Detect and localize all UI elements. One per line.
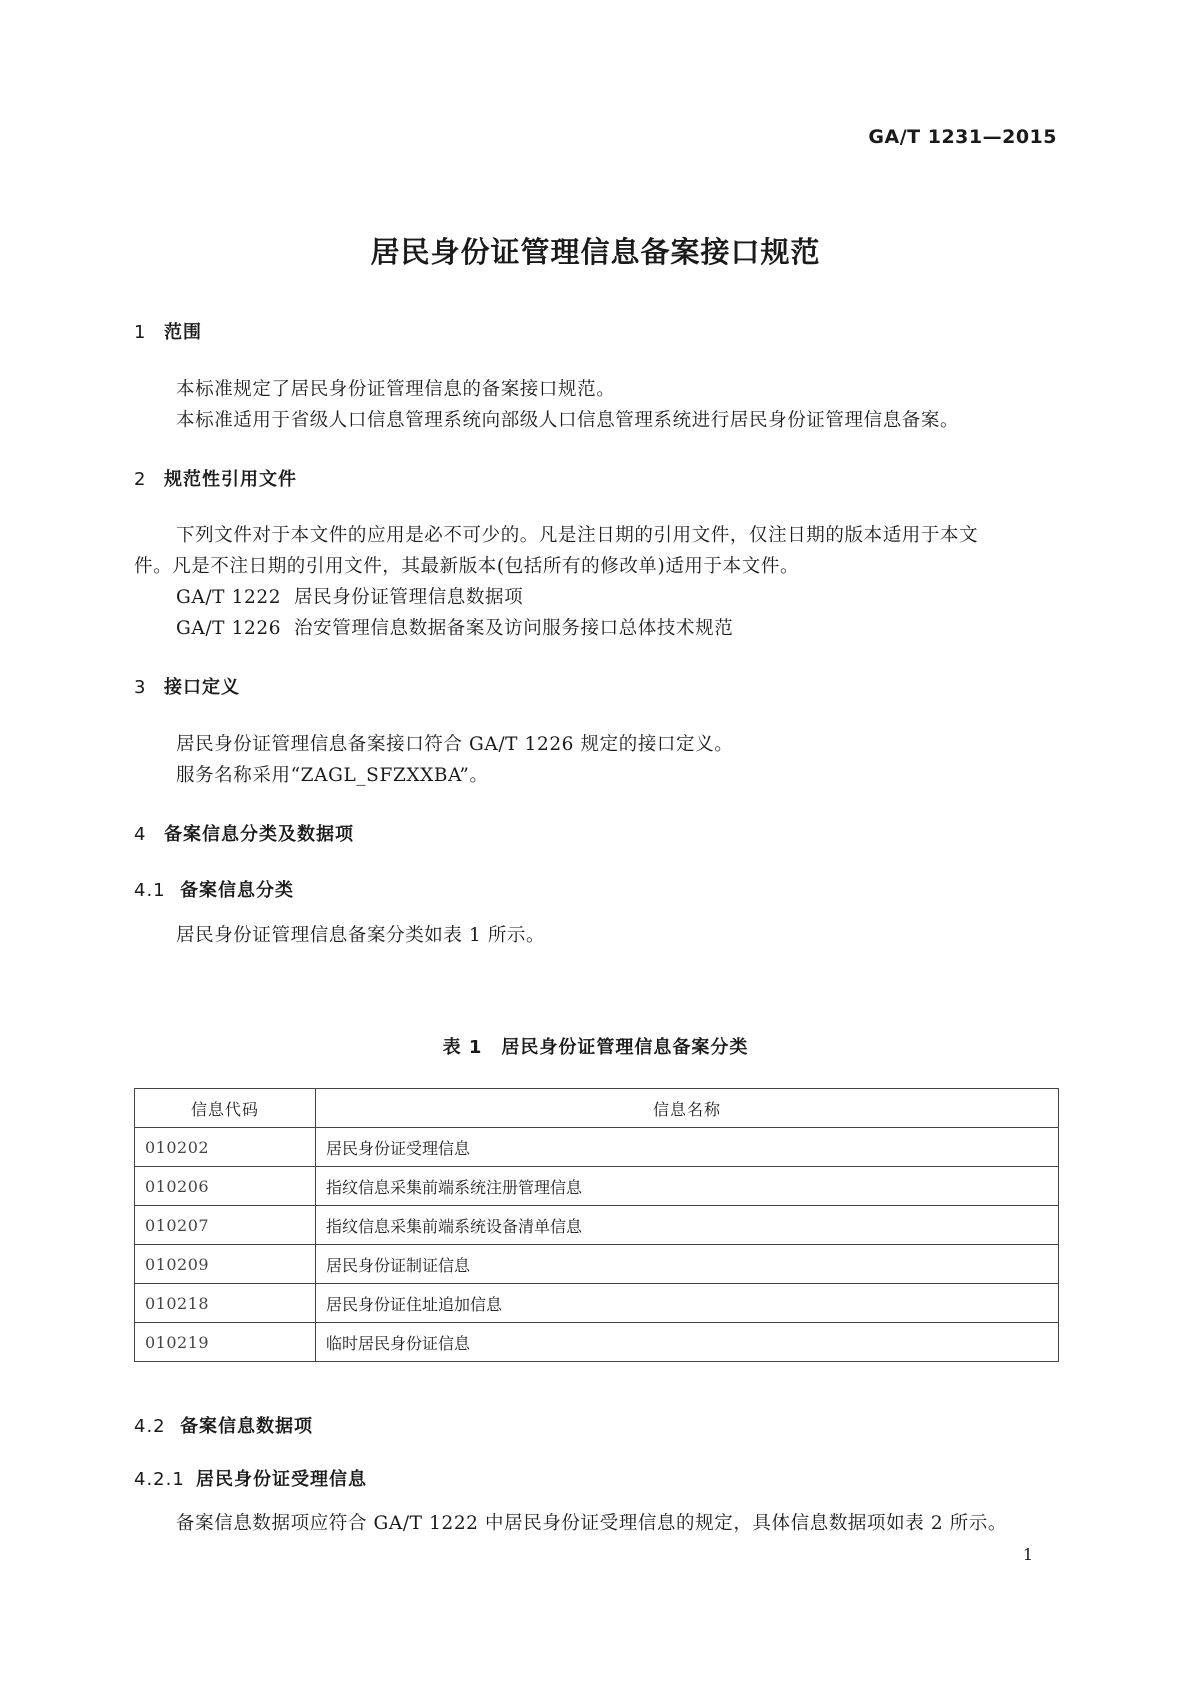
reference-item xyxy=(176,583,523,609)
paragraph: 服务名称采用“ZAGL_SFZXXBA”。 xyxy=(176,765,489,786)
section-title: 范围 xyxy=(164,322,202,343)
section-title: 接口定义 xyxy=(164,677,240,698)
paragraph: 备案信息数据项应符合 GA/T 1222 中居民身份证受理信息的规定，具体信息数据项如表 2 所示。 xyxy=(176,1513,1007,1534)
info-name: 指纹信息采集前端系统注册管理信息 xyxy=(316,1167,1059,1206)
section-number: 1 xyxy=(134,322,147,343)
info-code: 010209 xyxy=(135,1245,316,1284)
reference-item xyxy=(176,614,733,640)
section-title: 规范性引用文件 xyxy=(164,469,297,490)
section-title: 备案信息数据项 xyxy=(180,1416,313,1437)
info-name: 居民身份证受理信息 xyxy=(316,1128,1059,1167)
section-4-heading xyxy=(134,820,354,846)
section-4-1-heading xyxy=(134,876,294,902)
paragraph: 居民身份证管理信息备案分类如表 1 所示。 xyxy=(176,925,546,946)
section-title: 备案信息分类及数据项 xyxy=(164,824,354,845)
info-code: 010219 xyxy=(135,1323,316,1362)
section-1-heading xyxy=(134,318,202,344)
table-header-row xyxy=(135,1089,1059,1128)
paragraph: 本标准适用于省级人口信息管理系统向部级人口信息管理系统进行居民身份证管理信息备案。 xyxy=(176,410,960,431)
section-4-2-heading xyxy=(134,1412,313,1438)
info-name: 临时居民身份证信息 xyxy=(316,1323,1059,1362)
section-number: 4.2.1 xyxy=(134,1469,185,1490)
section-3-heading xyxy=(134,673,240,699)
section-2-heading xyxy=(134,465,297,491)
table-row xyxy=(135,1284,1059,1323)
info-name: 居民身份证住址追加信息 xyxy=(316,1284,1059,1323)
info-name: 指纹信息采集前端系统设备清单信息 xyxy=(316,1206,1059,1245)
header-info-code: 信息代码 xyxy=(135,1089,316,1128)
section-number: 4.2 xyxy=(134,1416,166,1437)
reference-name: 居民身份证管理信息数据项 xyxy=(294,587,524,608)
info-code: 010218 xyxy=(135,1284,316,1323)
section-number: 4.1 xyxy=(134,880,166,901)
page-number: 1 xyxy=(1022,1545,1033,1564)
paragraph: 居民身份证管理信息备案接口符合 GA/T 1226 规定的接口定义。 xyxy=(176,734,734,755)
section-title: 备案信息分类 xyxy=(180,880,294,901)
paragraph-continuation: 件。凡是不注日期的引用文件，其最新版本(包括所有的修改单)适用于本文件。 xyxy=(134,556,800,577)
info-code: 010207 xyxy=(135,1206,316,1245)
info-code: 010206 xyxy=(135,1167,316,1206)
table-1-caption: 表 1 居民身份证管理信息备案分类 xyxy=(442,1037,749,1058)
section-number: 3 xyxy=(134,677,147,698)
section-4-2-1-heading xyxy=(134,1465,367,1491)
table-row xyxy=(135,1245,1059,1284)
paragraph: 下列文件对于本文件的应用是必不可少的。凡是注日期的引用文件，仅注日期的版本适用于本文 xyxy=(176,525,979,546)
table-row xyxy=(135,1323,1059,1362)
paragraph: 本标准规定了居民身份证管理信息的备案接口规范。 xyxy=(176,379,616,400)
classification-table xyxy=(134,1088,1059,1362)
standard-code: GA/T 1231—2015 xyxy=(868,126,1057,148)
table-row xyxy=(135,1128,1059,1167)
reference-code: GA/T 1226 xyxy=(176,618,282,639)
section-number: 2 xyxy=(134,469,147,490)
reference-code: GA/T 1222 xyxy=(176,587,282,608)
table-row xyxy=(135,1167,1059,1206)
reference-name: 治安管理信息数据备案及访问服务接口总体技术规范 xyxy=(294,618,734,639)
document-title: 居民身份证管理信息备案接口规范 xyxy=(370,235,821,269)
header-info-name: 信息名称 xyxy=(316,1089,1059,1128)
section-number: 4 xyxy=(134,824,147,845)
table-row xyxy=(135,1206,1059,1245)
info-name: 居民身份证制证信息 xyxy=(316,1245,1059,1284)
section-title: 居民身份证受理信息 xyxy=(196,1469,367,1490)
info-code: 010202 xyxy=(135,1128,316,1167)
